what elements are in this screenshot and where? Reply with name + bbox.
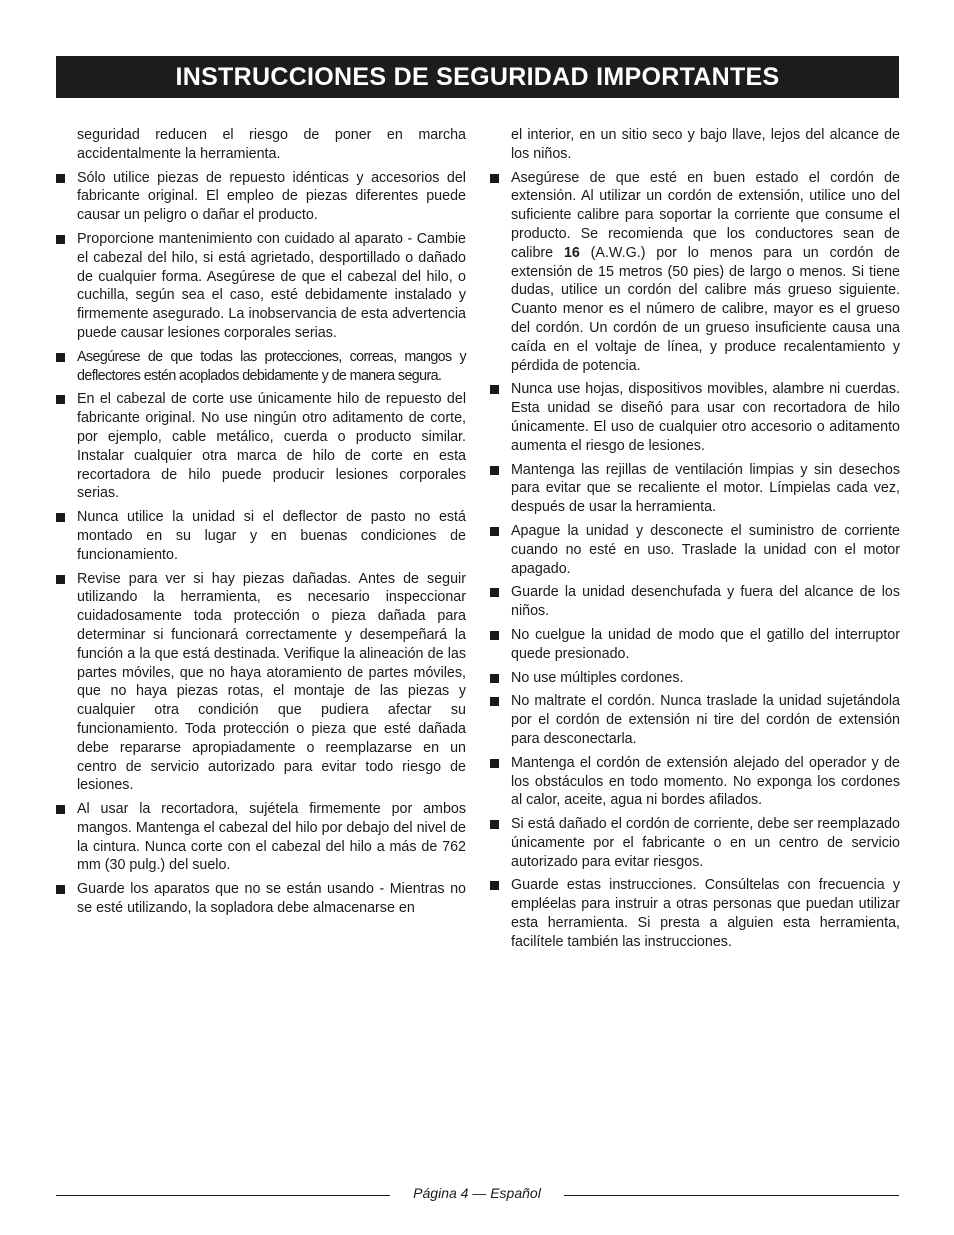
list-item-text: Revise para ver si hay piezas dañadas. Antes de seguir utilizando la herramienta, es necesario inspeccionar cuidadosamente toda protección o pieza dañada para determinar si funcionará correctamente y desempeñará la función a la que está destinada. Verifique la alineación de las partes móviles, que no haya atoramiento de partes móviles, que no haya piezas rotas, el montaje de las piezas y cualquier otra condición que pudiera afectar su funcionamiento. Toda protección o pieza que esté dañada debe repararse apropiadamente o reemplazarse en un centro de servicio autorizado para evitar todo riesgo de lesiones. (77, 570, 466, 794)
list-item-text: Asegúrese de que todas las protecciones, correas, mangos y deflectores estén acoplados debidamente y de manera segura. (77, 348, 466, 384)
list-item (54, 230, 466, 343)
list-item-text: Proporcione mantenimiento con cuidado al aparato - Cambie el cabezal del hilo, si está agrietado, desportillado o dañado de cualquier forma. Asegúrese de que el cabezal del hilo, o cuchilla, según sea el caso, esté debidamente instalado y firmemente asegurado. La inobservancia de esta advertencia puede causar lesiones corporales serias. (77, 230, 466, 341)
list-item (488, 692, 900, 748)
list-item (488, 754, 900, 810)
square-bullet-icon (490, 174, 499, 183)
page-title: INSTRUCCIONES DE SEGURIDAD IMPORTANTES (175, 62, 780, 91)
list-item-text: Al usar la recortadora, sujétela firmemente por ambos mangos. Mantenga el cabezal del hilo por debajo del nivel de la cintura. Nunca corte con el cabezal del hilo a más de 762 mm (30 pulg.) del suelo. (77, 801, 466, 874)
continuation-text: seguridad reducen el riesgo de poner en marcha accidentalmente la herramienta. (77, 127, 466, 162)
list-item-text: Si está dañado el cordón de corriente, debe ser reemplazado únicamente por el fabricante o en un centro de servicio autorizado para evitar riesgos. (511, 816, 900, 870)
footer-divider-left (56, 1195, 390, 1196)
list-item-text: Guarde la unidad desenchufada y fuera del alcance de los niños. (511, 584, 900, 620)
list-item-text: Mantenga las rejillas de ventilación limpias y sin desechos para evitar que se recaliente el motor. Límpielas cada vez, después de usar la herramienta. (511, 461, 900, 516)
list-item-text: Nunca utilice la unidad si el deflector de pasto no está montado en su lugar y en buenas condiciones de funcionamiento. (77, 509, 466, 563)
wire-gauge-value: 16 (563, 244, 580, 261)
square-bullet-icon (56, 575, 65, 584)
list-item (488, 380, 900, 455)
list-item (54, 880, 466, 918)
square-bullet-icon (490, 674, 499, 683)
page-number-label: Página 4 — Español (413, 1185, 541, 1201)
list-item-text: En el cabezal de corte use únicamente hilo de repuesto del fabricante original. No use ningún otro aditamento de corte, por ejemplo, cable metálico, cuerda o producto similar. Instalar cualquier otra marca de hilo de corte en esta recortadora de hilo puede producir lesiones corporales serias. (77, 391, 466, 502)
square-bullet-icon (490, 820, 499, 829)
square-bullet-icon (56, 353, 65, 362)
list-item-extension-cord (488, 169, 900, 376)
square-bullet-icon (490, 631, 499, 640)
left-column (54, 126, 466, 923)
list-item-text: Guarde estas instrucciones. Consúltelas con frecuencia y empléelas para instruir a otras personas que puedan utilizar esta herramienta. Si presta a alguien esta herramienta, facilítele también las instrucciones. (511, 877, 900, 950)
list-item-text: Asegúrese de que esté en buen estado el cordón de extensión. Al utilizar un cordón de extensión, utilice uno del suficiente calibre para soportar la corriente que consume el producto. Se recomienda que los conductores sean de calibre (511, 169, 900, 261)
page-footer (56, 1185, 899, 1205)
page-title-banner (56, 56, 899, 98)
square-bullet-icon (56, 235, 65, 244)
square-bullet-icon (56, 174, 65, 183)
list-item-text: Guarde los aparatos que no se están usando - Mientras no se esté utilizando, la sopladora debe almacenarse en (77, 881, 466, 917)
list-item (54, 169, 466, 225)
square-bullet-icon (56, 805, 65, 814)
list-item-text: No use múltiples cordones. (511, 669, 684, 686)
list-item (488, 669, 900, 688)
list-item (54, 390, 466, 503)
square-bullet-icon (490, 697, 499, 706)
list-item (488, 583, 900, 621)
square-bullet-icon (490, 527, 499, 536)
list-item (488, 626, 900, 664)
continuation-text: el interior, en un sitio seco y bajo llave, lejos del alcance de los niños. (511, 127, 900, 162)
list-item (54, 508, 466, 564)
list-item (54, 348, 466, 386)
list-item (488, 876, 900, 951)
list-item-text: Mantenga el cordón de extensión alejado del operador y de los obstáculos en todo momento. No exponga los cordones al calor, aceite, agua ni bordes afilados. (511, 754, 900, 809)
list-item (54, 800, 466, 875)
list-item-text: Sólo utilice piezas de repuesto idénticas y accesorios del fabricante original. El empleo de piezas diferentes puede causar un peligro o dañar el producto. (77, 169, 466, 224)
list-item (488, 522, 900, 578)
square-bullet-icon (490, 759, 499, 768)
list-item-text: Nunca use hojas, dispositivos movibles, alambre ni cuerdas. Esta unidad se diseñó para usar con recortadora de hilo únicamente. El uso de cualquier otro accesorio o aditamento aumenta el riesgo de lesiones. (511, 381, 900, 454)
square-bullet-icon (490, 466, 499, 475)
list-item (54, 570, 466, 796)
list-item-text: Apague la unidad y desconecte el suministro de corriente cuando no esté en uso. Traslade la unidad con el motor apagado. (511, 522, 900, 577)
list-item (488, 461, 900, 517)
list-item (488, 815, 900, 871)
list-item-text: No maltrate el cordón. Nunca traslade la unidad sujetándola por el cordón de extensión ni tire del cordón de extensión para desconectarla. (511, 693, 900, 747)
list-item-text: No cuelgue la unidad de modo que el gatillo del interruptor quede presionado. (511, 626, 900, 662)
square-bullet-icon (490, 588, 499, 597)
square-bullet-icon (490, 385, 499, 394)
square-bullet-icon (490, 881, 499, 890)
list-item-text: (A.W.G.) por lo menos para un cordón de extensión de 15 metros (50 pies) de largo o menos. Si tiene dudas, utilice un cordón del calibre más grueso siguiente. Cuanto menor es el número de calibre, mayor es el grueso del cordón. Un cordón de un grueso insuficiente causa una caída en el voltaje de línea, y produce recalentamiento y pérdida de potencia. (511, 244, 900, 374)
square-bullet-icon (56, 513, 65, 522)
footer-divider-right (564, 1195, 899, 1196)
square-bullet-icon (56, 885, 65, 894)
square-bullet-icon (56, 395, 65, 404)
right-column (488, 126, 900, 957)
